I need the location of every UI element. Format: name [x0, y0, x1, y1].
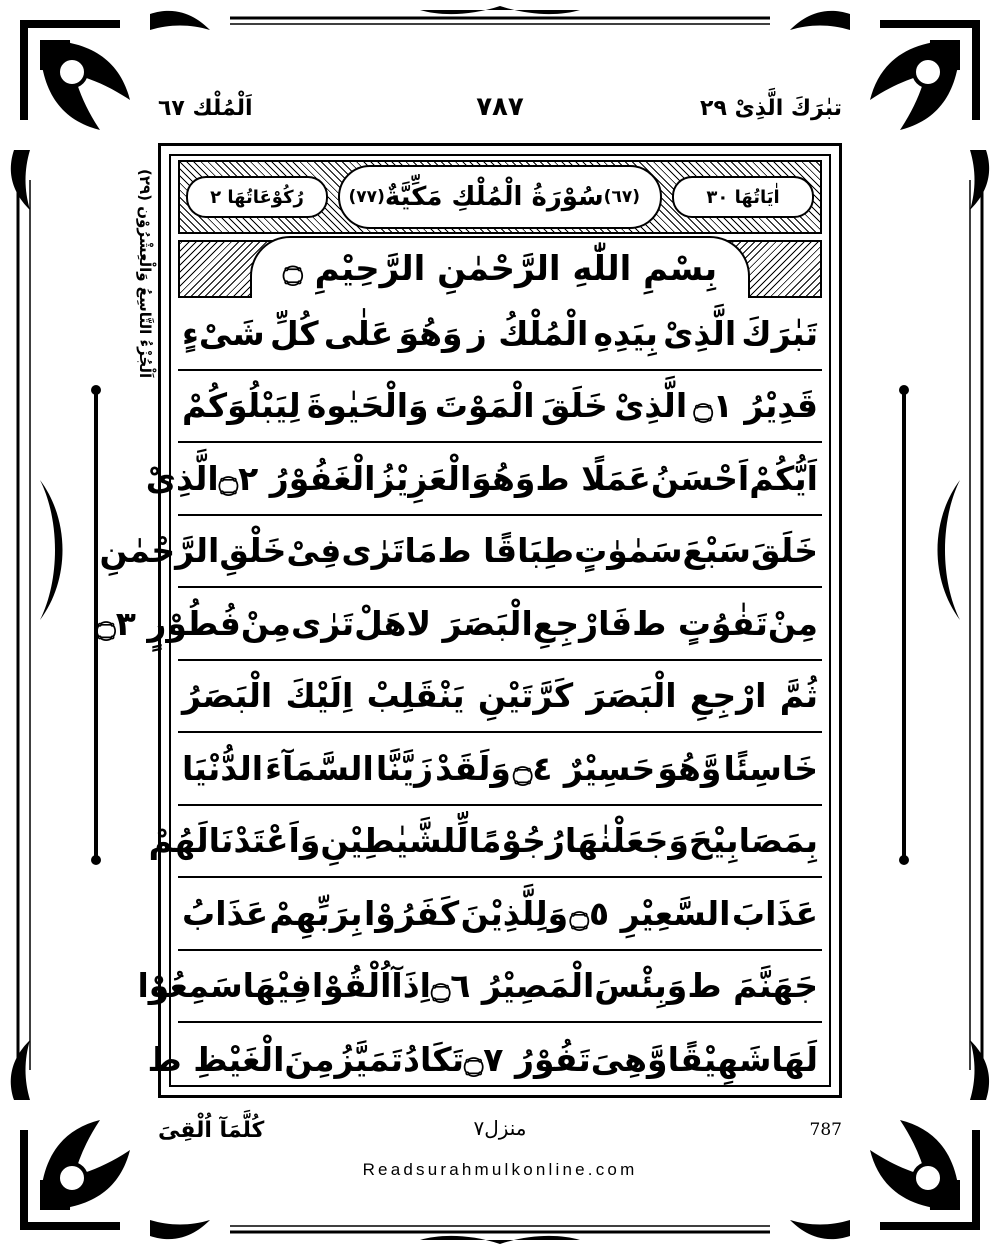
verse-word: اَحْسَنُ — [650, 458, 750, 498]
verse-word: عَمَلًا ط — [535, 458, 651, 498]
verse-word: كُلِّ — [269, 313, 319, 353]
verse-word: الْبَصَرَ لا — [406, 603, 533, 643]
verse-lines — [96, 298, 822, 1096]
verse-line — [96, 588, 822, 661]
verse-word: وَاَعْتَدْنَا — [208, 821, 321, 861]
verse-word: تَفٰوُتٍ ط — [632, 603, 768, 643]
verse-word: مَا — [404, 531, 438, 571]
header-page-number: ٧٨٧ — [476, 92, 524, 122]
verse-word: تَكَادُ — [403, 1039, 464, 1079]
verse-word: اِلَيْكَ — [285, 676, 354, 716]
verse-word: لِّلشَّيٰطِيْنِ — [320, 821, 469, 861]
verse-word: كَرَّتَيْنِ — [477, 676, 574, 716]
verse-word: الْبَصَرُ — [182, 676, 273, 716]
verse-word: تَمَيَّزُ — [334, 1039, 404, 1079]
verse-word: الْغَيْظِ ط — [147, 1039, 285, 1079]
verse-word: وَّهُوَ — [657, 748, 722, 788]
verse-word: وَهُوَ — [398, 313, 463, 353]
footer-page-number: 787 — [809, 1120, 842, 1140]
verse-word: وَالْحَيٰوةَ — [306, 386, 429, 426]
verse-word: الرَّحْمٰنِ — [99, 531, 220, 571]
verse-word: عَذَابُ — [182, 893, 269, 933]
verse-word: زَيَّنَّا — [375, 748, 434, 788]
verse-line — [137, 951, 822, 1024]
verse-word: بِمَصَابِيْحَ — [688, 821, 818, 861]
verse-word: فِيْهَا — [242, 966, 312, 1006]
verse-word: الَّذِىْ — [145, 458, 219, 498]
verse-word: ارْجِعِ — [689, 676, 767, 716]
verse-word: وَلَقَدْ — [435, 748, 511, 788]
verse-word: سَبْعَ — [682, 531, 751, 571]
verse-word: وَهُوَ — [471, 458, 536, 498]
verse-word: اَيُّكُمْ — [749, 458, 818, 498]
ruku-count-label: رُكُوْعَاتُهَا ٢ — [186, 176, 328, 218]
website-credit: Readsurahmulkonline.com — [362, 1160, 638, 1179]
verse-word: ثُمَّ — [779, 676, 818, 716]
verse-line — [178, 298, 822, 371]
verse-word: سَمٰوٰتٍ — [574, 531, 683, 571]
verse-word: قَدِيْرُ ۝١ — [693, 386, 818, 426]
verse-word: تَرٰى — [341, 531, 405, 571]
bismillah: بِسْمِ اللّٰهِ الرَّحْمٰنِ الرَّحِيْمِ ۝ — [250, 236, 750, 298]
verse-word: الْغَفُوْرُ ۝٢ — [218, 458, 376, 498]
verse-line — [178, 371, 822, 444]
verse-word: تَبٰرَكَ — [741, 313, 818, 353]
surah-number: (٦٧) — [603, 187, 640, 207]
verse-word: بِرَبِّهِمْ — [269, 893, 363, 933]
verse-word: خَلَقَ — [751, 531, 818, 571]
verse-word: عَلٰى — [323, 313, 394, 353]
verse-word: جَهَنَّمَ ط — [687, 966, 818, 1006]
juz-side-note: اَلْجُزْءُ التَّاسِعُ وَالْعِشْرُوْن (٢٩) — [136, 168, 154, 378]
verse-word: خَاسِئًا — [723, 748, 818, 788]
verse-word: وَبِئْسَ — [594, 966, 688, 1006]
verse-word: فِىْ — [286, 531, 342, 571]
verse-word: تَرٰى — [290, 603, 355, 643]
verse-word: مِنْ — [767, 603, 818, 643]
verse-word: مِنَ — [284, 1039, 335, 1079]
verse-word: وَجَعَلْنٰهَا — [564, 821, 689, 861]
verse-word: طِبَاقًا ط — [437, 531, 575, 571]
verse-word: عَذَابَ — [731, 893, 818, 933]
verse-word: الْبَصَرَ — [586, 676, 677, 716]
header-juz-name: تبٰرَكَ الَّذِىْ ٢٩ — [700, 96, 842, 121]
verse-word: وَّهِىَ — [590, 1039, 668, 1079]
verse-word: شَهِيْقًا — [667, 1039, 772, 1079]
verse-word: كَفَرُوْا — [363, 893, 460, 933]
verse-word: يَنْقَلِبْ — [366, 676, 465, 716]
verse-word: السَّمَآءَ — [265, 748, 374, 788]
ayat-count-label: اٰيَاتُهَا ٣٠ — [672, 176, 814, 218]
verse-line — [148, 806, 822, 879]
verse-line — [147, 1023, 822, 1096]
verse-word: الَّذِىْ — [614, 386, 688, 426]
revelation-order: (٧٧) — [348, 187, 385, 207]
footer-manzil: منزل٧ — [473, 1116, 527, 1140]
verse-word: مِنْ — [240, 603, 291, 643]
verse-word: لَهَا — [771, 1039, 818, 1079]
verse-word: الْمَصِيْرُ ۝٦ — [430, 966, 595, 1006]
verse-word: رُجُوْمًا — [468, 821, 565, 861]
verse-word: بِيَدِهِ — [593, 313, 658, 353]
verse-word: اُلْقُوْا — [311, 966, 392, 1006]
verse-line — [178, 733, 822, 806]
verse-word: هَلْ — [354, 603, 407, 643]
verse-word: السَّعِيْرِ ۝٥ — [569, 893, 731, 933]
footer-catchword: كُلَّمَآ اُلْقِىَ — [158, 1118, 265, 1143]
verse-word: لِيَبْلُوَكُمْ — [182, 386, 301, 426]
verse-word: الْعَزِيْزُ — [375, 458, 472, 498]
header-surah-name: اَلْمُلْك ٦٧ — [158, 96, 253, 121]
verse-word: فَارْجِعِ — [532, 603, 633, 643]
verse-word: خَلَقَ — [540, 386, 608, 426]
verse-word: حَسِيْرٌ ۝٤ — [512, 748, 656, 788]
surah-title-text — [338, 165, 662, 229]
verse-word: لَهُمْ — [148, 821, 209, 861]
verse-line — [178, 878, 822, 951]
verse-word: الْمُلْكُ ز — [467, 313, 589, 353]
verse-line — [178, 661, 822, 734]
verse-word: تَفُوْرُ ۝٧ — [463, 1039, 591, 1079]
surah-name: سُوْرَةُ الْمُلْكِ مَكِّيَّةٌ — [384, 182, 604, 212]
verse-line — [145, 443, 822, 516]
verse-line — [99, 516, 822, 589]
verse-word: وَلِلَّذِيْنَ — [460, 893, 569, 933]
verse-word: اِذَآ — [391, 966, 431, 1006]
verse-word: سَمِعُوْا — [137, 966, 243, 1006]
verse-word: الدُّنْيَا — [182, 748, 264, 788]
verse-word: فُطُوْرٍ ۝٣ — [96, 603, 241, 643]
verse-word: شَىْءٍ — [182, 313, 265, 353]
verse-word: خَلْقِ — [219, 531, 287, 571]
verse-word: الَّذِىْ — [663, 313, 737, 353]
verse-word: الْمَوْتَ — [434, 386, 535, 426]
